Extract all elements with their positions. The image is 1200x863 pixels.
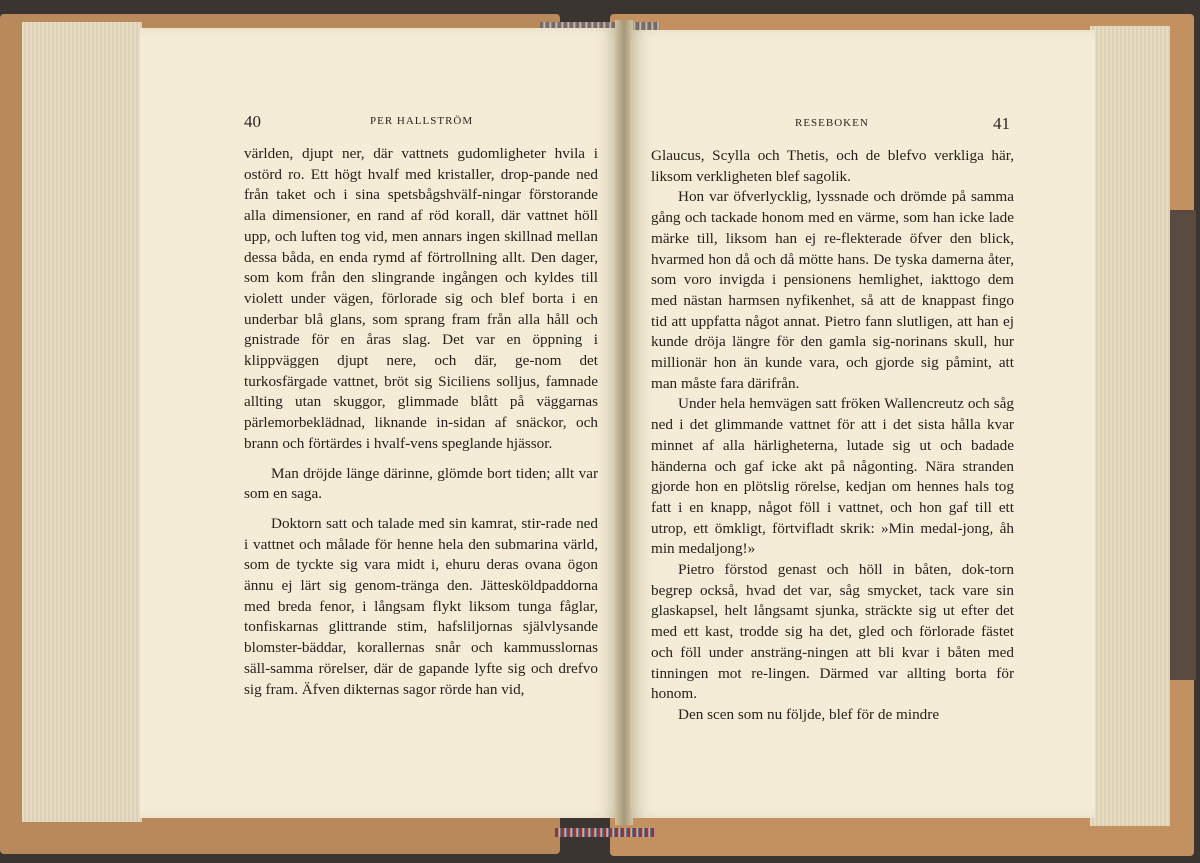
paragraph: Doktorn satt och talade med sin kamrat, stir-rade ned i vattnet och målade för henne hela den submarina värld, som de tyckte sig vara midt i, ehuru deras ovana ögon ännu ej lärt sig genom-tränga den. Jättesköldpaddorna med breda fenor, i långsam flykt liksom tunga fåglar, tonfiskarnas glittrande stim, hafsliljornas självlysande blomster-bäddar, korallernas snår och kammusslornas säll-samma rörelser, där de gapande lyfte sig och drefvo sig fram. Äfven dikternas sagor rörde han vid,	[244, 514, 598, 698]
page-edges-right	[1090, 26, 1170, 826]
headband-bottom	[555, 828, 655, 837]
left-page	[140, 28, 618, 818]
paragraph: Hon var öfverlycklig, lyssnade och drömde på samma gång och tackade honom med en värme, som han icke lade märke till, liksom han ej re-flekterade öfver den blick, hvarmed hon då och då mötte hans. De tyska damerna åter, som voro invigda i pensionens hemlighet, iakttogo dem med nästan harmsen nyfikenhet, så att de knappast fingo tid att uppfatta något annat. Pietro fann slutligen, att han ej kunde dröja längre för den gamla sig-norinans skull, hur millionär hon än kunde vara, och gjorde sig påmint, att man måste fara därifrån.	[651, 188, 1014, 392]
right-running-head	[630, 114, 1095, 134]
paragraph: Glaucus, Scylla och Thetis, och de blefvo verkliga här, liksom verkligheten blef sagolik.	[651, 147, 1014, 185]
left-running-head	[140, 112, 618, 132]
right-running-title: RESEBOKEN	[795, 117, 869, 129]
paragraph: Under hela hemvägen satt fröken Wallencreutz och såg ned i det glimmande vattnet för att i det sista hålla kvar minnet af alla härligheterna, lutade sig ut och badade händerna och gaf icke akt på någonting. Nära stranden gjorde hon en plötslig rörelse, kedjan om hennes hals tog fatt i en knapp, något föll i vattnet, och hon gaf till ett utrop, ett ömkligt, förtvifladt skrik: »Min medal-jong, åh min medaljong!»	[651, 395, 1014, 558]
left-running-title: PER HALLSTRÖM	[370, 115, 474, 127]
left-page-number: 40	[244, 112, 261, 131]
right-page-text	[651, 146, 1014, 726]
left-page-text	[244, 144, 598, 700]
page-edges-left	[22, 22, 142, 822]
paragraph: Man dröjde länge därinne, glömde bort tiden; allt var som en saga.	[244, 464, 598, 503]
paragraph: Den scen som nu följde, blef för de mindre	[678, 705, 940, 723]
paragraph: världen, djupt ner, där vattnets gudomligheter hvila i ostörd ro. Ett högt hvalf med kristaller, drop-pande ned från taket och i sina spetsbågshvälf-ningar förstorande alla dimensioner, en rand af röd korall, där vattnet höll upp, och luften tog vid, men annars ingen skillnad mellan dessa båda, en enda rymd af förtrollning allt. Den dager, som kom från den slingrande ingången och kyldes till violett under vägen, förlorade sig och blef borta i en underbar blå glans, som sprang fram från alla håll och gnistrade för en åras slag. Det var en öppning i klippväggen djupt nere, och där, ge-nom det turkosfärgade vattnet, bröt sig Siciliens solljus, famnade allting utan skuggor, glimmade blått på väggarnas pärlemorbeklädnad, liknande in-sidan af snäckor, och brann och förtärdes i hvalf-vens speglande hjässor.	[244, 145, 598, 452]
right-page	[630, 30, 1095, 818]
paragraph: Pietro förstod genast och höll in båten, dok-torn begrep också, hvad det var, såg smycket, tack vare sin glaskapsel, helt långsamt sjunka, sträckte sig ut efter det med ett kast, trodde sig ha det, gled och förlorade fästet och föll under ansträng-ningen att bli kvar i båten med tinningen mot re-lingen. Därmed var allting borta för honom.	[651, 561, 1014, 703]
right-page-number: 41	[993, 114, 1010, 133]
